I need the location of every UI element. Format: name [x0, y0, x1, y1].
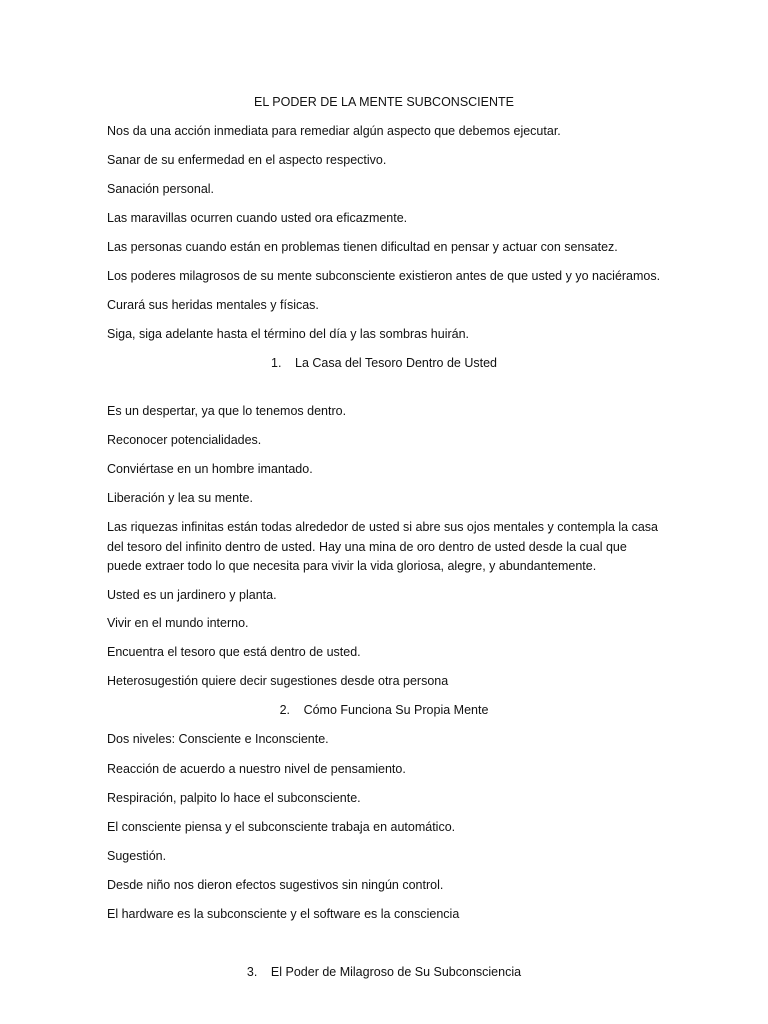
section-2-heading [0, 701, 768, 719]
section-2-line-6: Desde niño nos dieron efectos sugestivos sin ningún control. [107, 878, 444, 892]
intro-line-5: Las personas cuando están en problemas tienen dificultad en pensar y actuar con sensatez. [107, 240, 618, 254]
intro-line-1: Nos da una acción inmediata para remediar algún aspecto que debemos ejecutar. [107, 124, 561, 138]
section-2-number: 2. [279, 703, 291, 717]
section-1-line-7: Encuentra el tesoro que está dentro de usted. [107, 645, 361, 659]
section-1-line-3: Conviértase en un hombre imantado. [107, 462, 313, 476]
section-3-heading [0, 963, 768, 981]
section-3-title: El Poder de Milagroso de Su Subconsciencia [270, 965, 522, 979]
section-1-line-2: Reconocer potencialidades. [107, 433, 262, 447]
section-2-line-5: Sugestión. [107, 849, 167, 863]
section-3-number: 3. [246, 965, 258, 979]
section-1-number: 1. [271, 356, 282, 370]
section-1-line-1: Es un despertar, ya que lo tenemos dentro. [107, 404, 347, 418]
section-2-line-4: El consciente piensa y el subconsciente trabaja en automático. [107, 820, 456, 834]
section-2-title: Cómo Funciona Su Propia Mente [303, 703, 489, 717]
intro-line-2: Sanar de su enfermedad en el aspecto respectivo. [107, 153, 387, 167]
document-title: EL PODER DE LA MENTE SUBCONSCIENTE [253, 95, 514, 109]
section-1-line-8: Heterosugestión quiere decir sugestiones desde otra persona [107, 674, 449, 688]
section-1-heading [0, 354, 768, 372]
intro-line-4: Las maravillas ocurren cuando usted ora eficazmente. [107, 211, 408, 225]
section-1-paragraph-line-2: del tesoro del infinito dentro de usted. Hay una mina de oro dentro de usted desde la cual que [107, 540, 627, 554]
intro-line-6: Los poderes milagrosos de su mente subconsciente existieron antes de que usted y yo naciéramos. [107, 269, 661, 283]
intro-line-7: Curará sus heridas mentales y físicas. [107, 298, 319, 312]
section-1-title: La Casa del Tesoro Dentro de Usted [295, 356, 497, 370]
section-1-paragraph-line-1: Las riquezas infinitas están todas alrededor de usted si abre sus ojos mentales y contempla la casa [107, 520, 659, 534]
section-2-line-2: Reacción de acuerdo a nuestro nivel de pensamiento. [107, 762, 406, 776]
section-1-line-4: Liberación y lea su mente. [107, 491, 253, 505]
intro-line-8: Siga, siga adelante hasta el término del día y las sombras huirán. [107, 327, 470, 341]
section-1-line-5: Usted es un jardinero y planta. [107, 588, 277, 602]
section-2-line-1: Dos niveles: Consciente e Inconsciente. [107, 732, 329, 746]
intro-line-3: Sanación personal. [107, 182, 215, 196]
section-1-line-6: Vivir en el mundo interno. [107, 616, 249, 630]
section-2-line-3: Respiración, palpito lo hace el subconsciente. [107, 791, 361, 805]
section-1-paragraph-line-3: puede extraer todo lo que necesita para vivir la vida gloriosa, alegre, y abundantemente. [107, 559, 597, 573]
section-2-line-7: El hardware es la subconsciente y el software es la consciencia [107, 907, 460, 921]
